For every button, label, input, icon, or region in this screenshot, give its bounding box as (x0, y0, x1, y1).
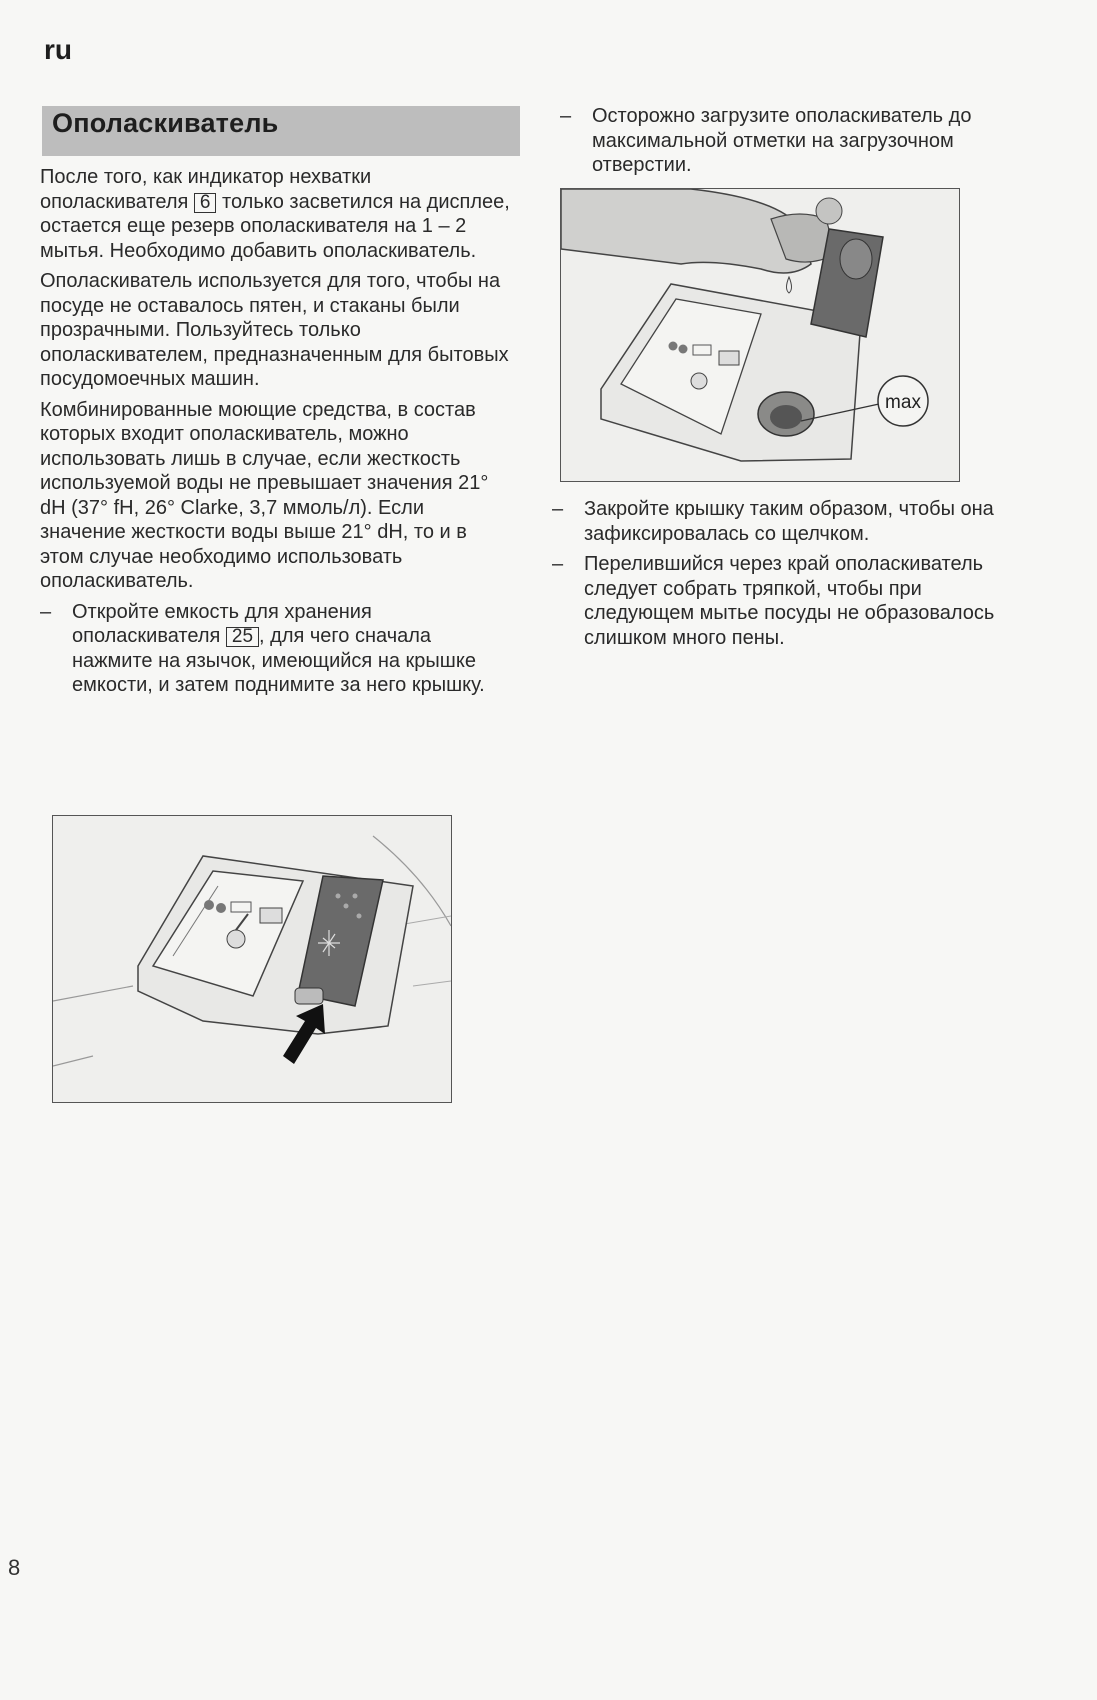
dash-bullet: – (552, 498, 564, 520)
reference-box: 25 (226, 627, 259, 647)
reference-box: 6 (194, 193, 217, 213)
step-text: Перелившийся через край ополаскиватель следует собрать тряпкой, чтобы при следующем мытье посуды не образовалось слишком много пены. (584, 553, 995, 649)
paragraph-text: только засветился на дисплее, остается еще резерв ополаскивателя на 1 – 2 мытья. Необходимо добавить ополаскиватель. (40, 190, 510, 262)
right-column-top (560, 104, 1010, 178)
step-close-lid (552, 497, 1002, 546)
step-text: Закройте крышку таким образом, чтобы она зафиксировалась со щелчком. (584, 498, 994, 545)
dispenser-illustration (53, 816, 451, 1102)
step-text: Откройте емкость для хранения ополаскивателя (72, 600, 372, 647)
step-wipe-overflow (552, 552, 1002, 650)
figure-open-dispenser (52, 815, 452, 1103)
paragraph-indicator (40, 165, 510, 263)
dash-bullet: – (40, 600, 52, 623)
step-text: Осторожно загрузите ополаскиватель до максимальной отметки на загрузочном отверстии. (592, 105, 972, 176)
page-number: 8 (8, 1555, 21, 1580)
step-fill-rinse-aid (560, 104, 1010, 178)
step-text: , для чего сначала нажмите на язычок, имеющийся на крышке емкости, и затем поднимите за него крышку. (72, 625, 485, 696)
dash-bullet: – (552, 553, 564, 575)
section-title: Ополаскиватель (52, 108, 279, 138)
filling-illustration (561, 189, 959, 481)
left-column (40, 165, 510, 698)
language-code: ru (44, 34, 72, 65)
paragraph-purpose: Ополаскиватель используется для того, чтобы на посуде не оставалось пятен, и стаканы были прозрачными. Пользуйтесь только ополаскивателем, предназначенным для бытовых посудомоечных машин. (40, 270, 509, 390)
step-open-container (40, 600, 510, 698)
max-label: max (885, 392, 921, 413)
right-column-bottom (552, 497, 1002, 650)
paragraph-combined-detergents: Комбинированные моющие средства, в состав которых входит ополаскиватель, можно использовать лишь в случае, если жесткость используемой воды не превышает значения 21° dH (37° fH, 26° Clarke, 3,7 ммоль/л). Если значение жесткости воды выше 21° dH, то и в этом случае необходимо использовать ополаскиватель. (40, 398, 489, 592)
paragraph-text: После того, как индикатор нехватки ополаскивателя (40, 166, 372, 213)
figure-fill-to-max (560, 188, 960, 482)
dash-bullet: – (560, 105, 572, 127)
